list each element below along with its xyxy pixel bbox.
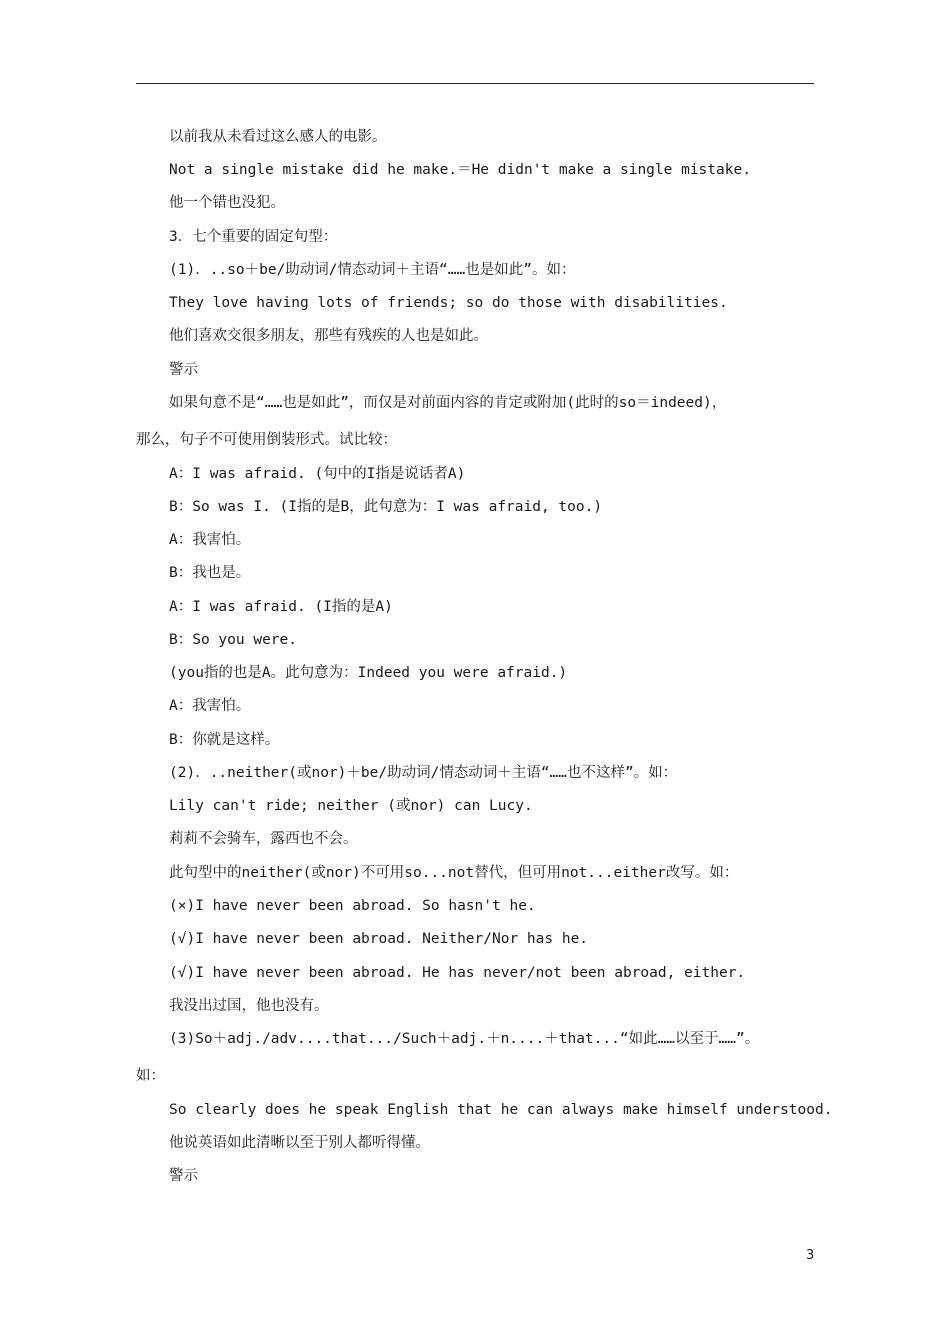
text-line: (3)So＋adj./adv....that.../Such＋adj.＋n....＋that...“如此……以至于……”。 bbox=[169, 1031, 760, 1047]
text-line: 此句型中的neither(或nor)不可用so...not替代，但可用not...either改写。如： bbox=[169, 865, 739, 881]
text-line: B：你就是这样。 bbox=[169, 732, 280, 748]
text-line: 他说英语如此清晰以至于别人都听得懂。 bbox=[169, 1135, 430, 1151]
text-line: 我没出过国，他也没有。 bbox=[169, 998, 329, 1014]
header-rule bbox=[136, 83, 814, 84]
text-line: 如： bbox=[136, 1068, 165, 1084]
text-line: 莉莉不会骑车，露西也不会。 bbox=[169, 831, 358, 847]
text-line: A：我害怕。 bbox=[169, 698, 251, 714]
text-line: 他一个错也没犯。 bbox=[169, 195, 285, 211]
text-line: A：I was afraid. (I指的是A) bbox=[169, 599, 393, 615]
text-line: 他们喜欢交很多朋友，那些有残疾的人也是如此。 bbox=[169, 328, 488, 344]
text-line: Not a single mistake did he make.＝He didn't make a single mistake. bbox=[169, 162, 751, 178]
text-line: 如果句意不是“……也是如此”，而仅是对前面内容的肯定或附加(此时的so＝indeed)， bbox=[169, 395, 727, 411]
page-number: 3 bbox=[806, 1248, 815, 1263]
text-line: (2)．..neither(或nor)＋be/助动词/情态动词＋主语“……也不这样”。如： bbox=[169, 765, 678, 781]
text-line: 警示 bbox=[169, 362, 198, 378]
text-line: (×)I have never been abroad. So hasn't he. bbox=[169, 898, 536, 914]
text-line: B：So was I. (I指的是B，此句意为：I was afraid, too.) bbox=[169, 499, 603, 515]
text-line: 警示 bbox=[169, 1168, 198, 1184]
text-line: (you指的也是A。此句意为：Indeed you were afraid.) bbox=[169, 665, 568, 681]
text-line: (1)．..so＋be/助动词/情态动词＋主语“……也是如此”。如： bbox=[169, 262, 576, 278]
text-line: So clearly does he speak English that he can always make himself understood. bbox=[169, 1102, 833, 1118]
text-line: They love having lots of friends; so do those with disabilities. bbox=[169, 295, 728, 311]
text-line: B：So you were. bbox=[169, 632, 297, 648]
text-line: Lily can't ride; neither (或nor) can Lucy. bbox=[169, 798, 533, 814]
text-line: A：我害怕。 bbox=[169, 532, 251, 548]
text-line: 3．七个重要的固定句型： bbox=[169, 229, 338, 245]
text-line: 以前我从未看过这么感人的电影。 bbox=[169, 129, 387, 145]
text-line: 那么，句子不可使用倒装形式。试比较： bbox=[136, 432, 397, 448]
text-line: B：我也是。 bbox=[169, 565, 251, 581]
text-line: (√)I have never been abroad. Neither/Nor has he. bbox=[169, 931, 589, 947]
text-line: (√)I have never been abroad. He has never/not been abroad, either. bbox=[169, 965, 746, 981]
text-line: A：I was afraid. (句中的I指是说话者A) bbox=[169, 466, 466, 482]
